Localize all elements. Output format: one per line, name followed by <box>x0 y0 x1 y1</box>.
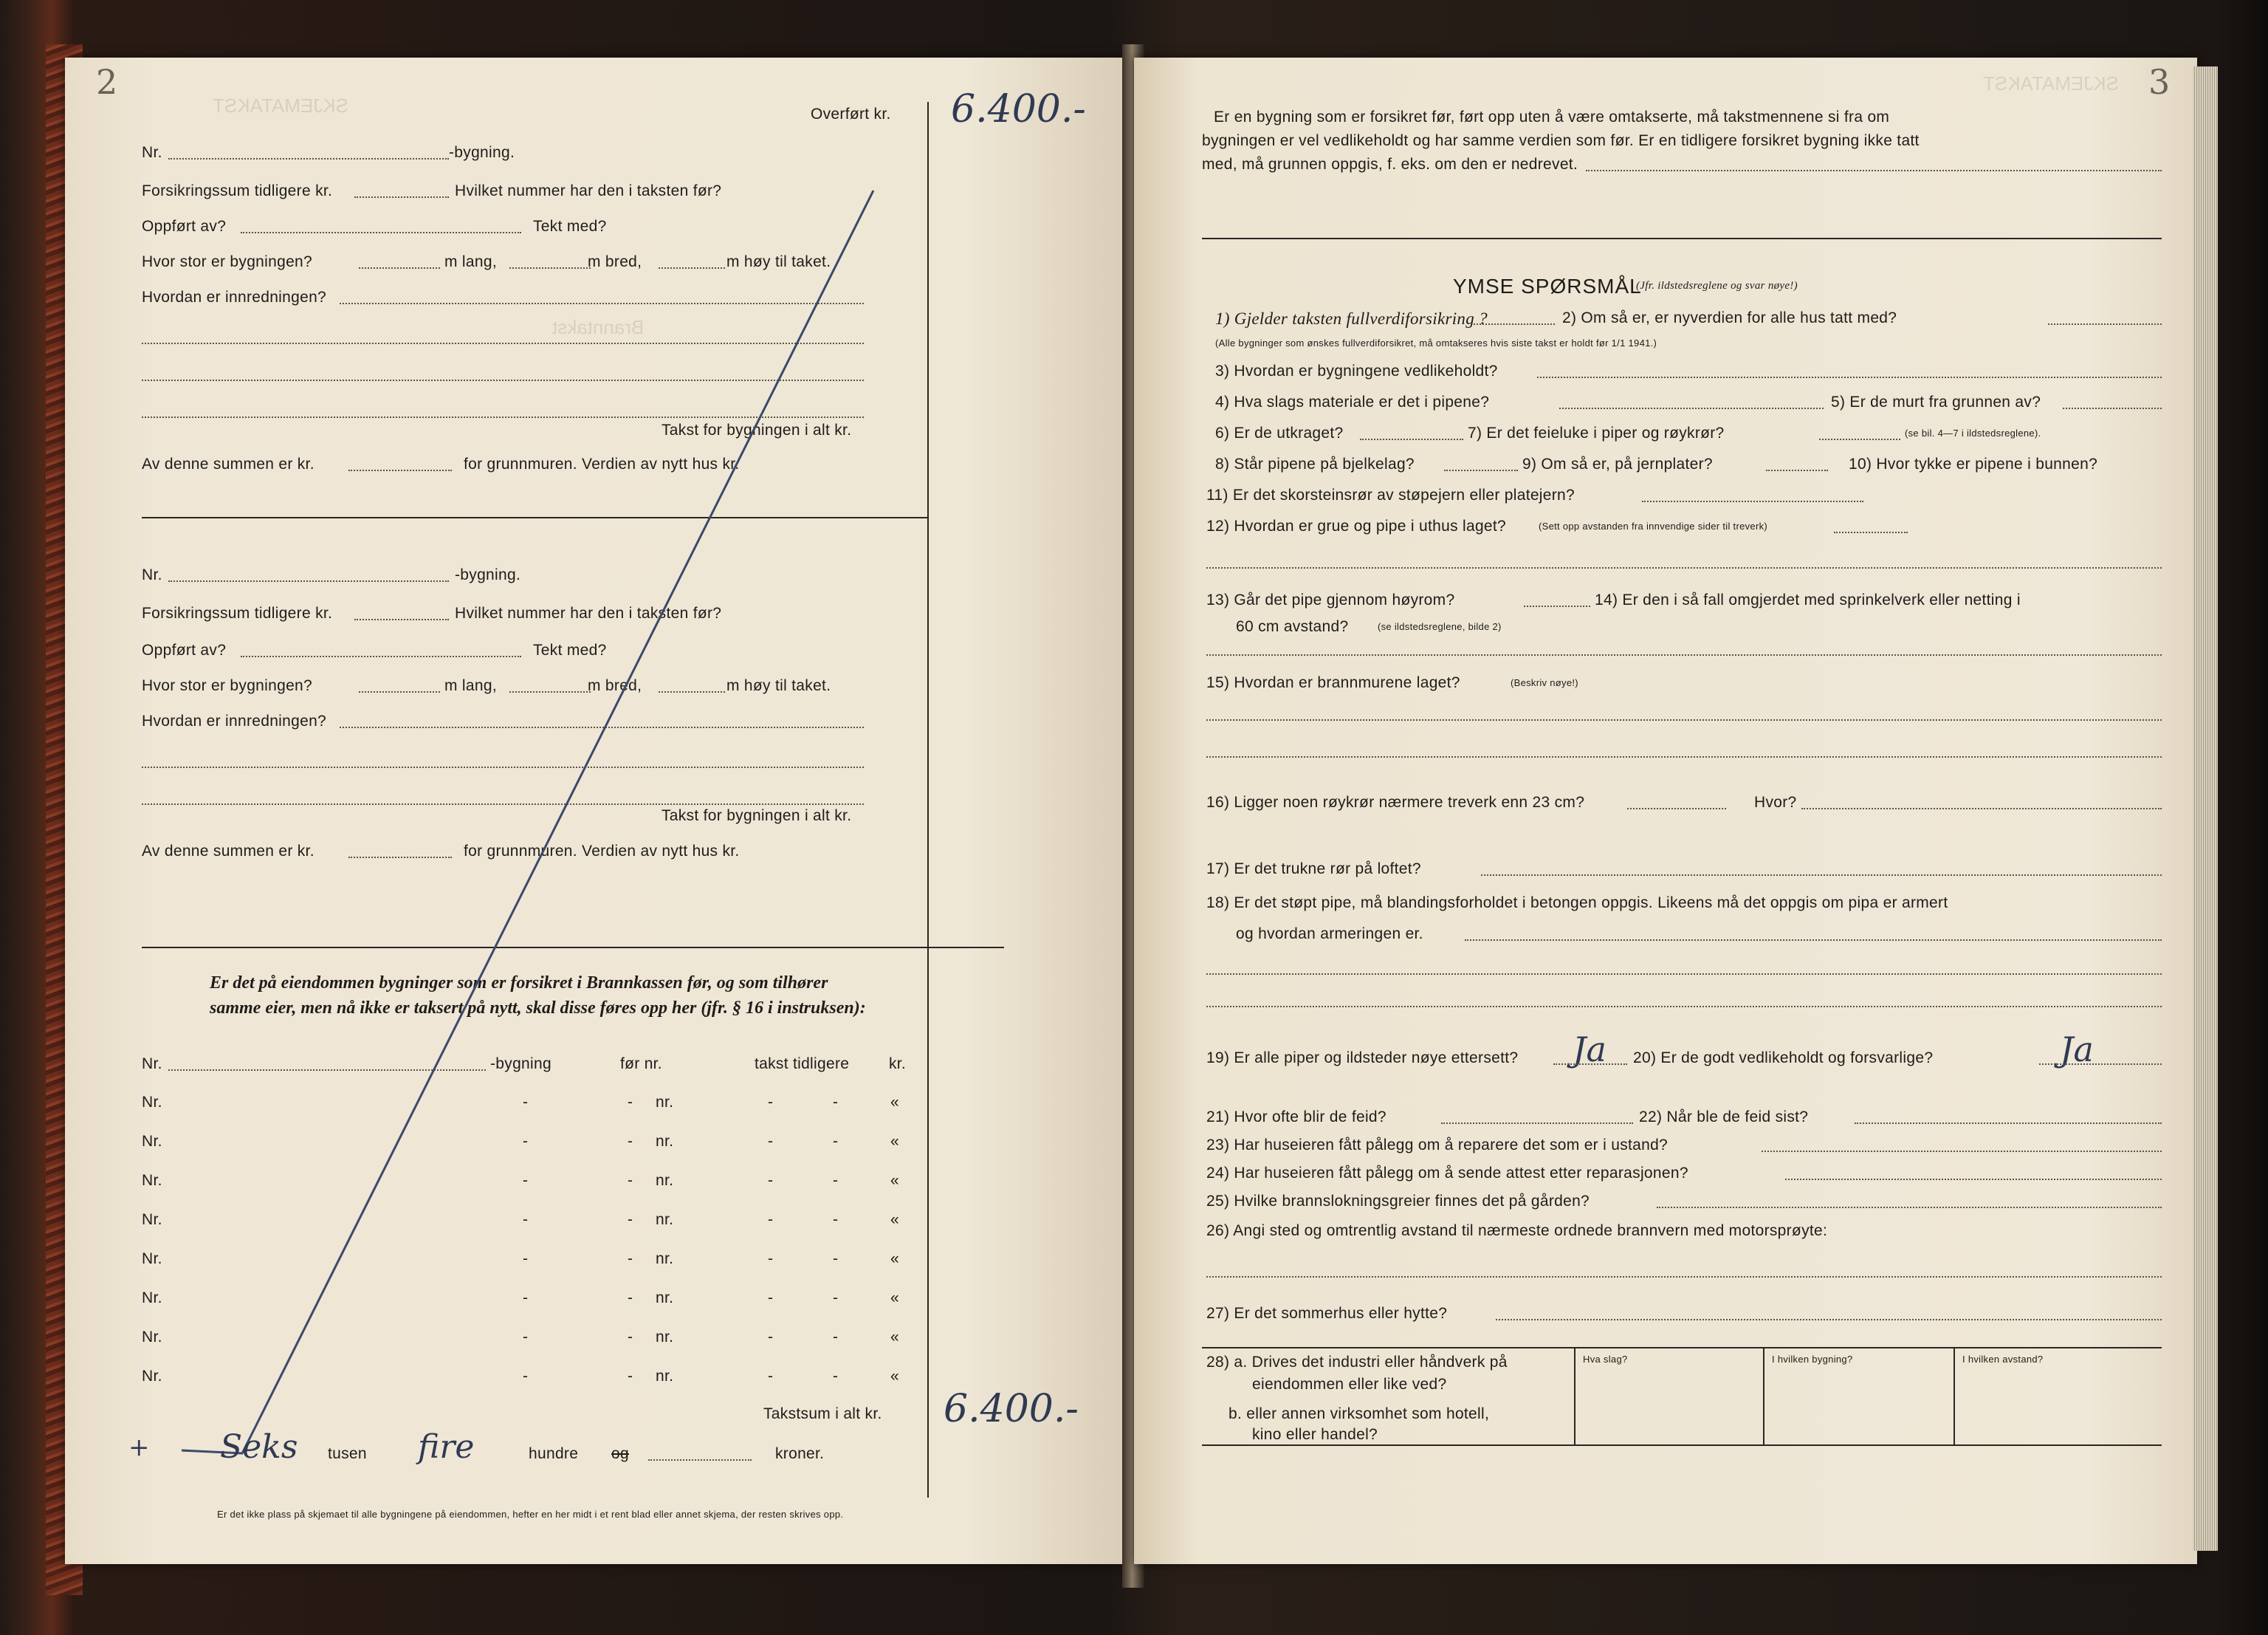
answer-line <box>1360 439 1463 440</box>
question-14-line-2: 60 cm avstand? <box>1236 618 1349 635</box>
answer-line <box>1496 1319 2162 1320</box>
question-18-line-2: og hvordan armeringen er. <box>1236 925 1423 942</box>
nr-label: Nr. <box>142 566 162 583</box>
column-hva-slag: Hva slag? <box>1583 1354 1628 1365</box>
tekt-label: Tekt med? <box>533 218 607 235</box>
answer-line <box>1206 973 2162 975</box>
section-heading-note: (Jfr. ildstedsreglene og svar nøye!) <box>1636 280 1798 292</box>
question-19-answer: Ja <box>1573 1029 1606 1069</box>
question-8: 8) Står pipene på bjelkelag? <box>1215 456 1415 473</box>
table-row-cell: - <box>768 1289 774 1306</box>
question-26: 26) Angi sted og omtrentlig avstand til nærmeste ordnede brannvern med motorsprøyte: <box>1206 1222 1828 1239</box>
intro-line-1: Er en bygning som er forsikret før, ført opp uten å være omtakserte, må takstmennene si fra om <box>1214 109 1890 126</box>
table-row-cell: « <box>890 1250 899 1267</box>
m-bred-label: m bred, <box>588 253 642 270</box>
table-row-cell: - <box>628 1211 633 1228</box>
table-row-cell: - <box>523 1094 529 1111</box>
question-16: 16) Ligger noen røykrør nærmere treverk enn 23 cm? <box>1206 794 1585 811</box>
question-13: 13) Går det pipe gjennom høyrom? <box>1206 592 1455 609</box>
m-hoy-label: m høy til taket. <box>726 677 831 694</box>
table-row-cell: - <box>833 1368 839 1385</box>
answer-line <box>1819 439 1900 440</box>
table-divider <box>1953 1347 1955 1444</box>
answer-line <box>1206 1276 2162 1278</box>
question-6: 6) Er de utkraget? <box>1215 425 1344 442</box>
answer-line <box>1855 1122 2162 1124</box>
question-9: 9) Om så er, på jernplater? <box>1522 456 1713 473</box>
table-row-cell: « <box>890 1368 899 1385</box>
hundre-label: hundre <box>529 1445 579 1462</box>
answer-line <box>1481 874 2162 876</box>
question-14-note: (se ildstedsreglene, bilde 2) <box>1378 621 1502 632</box>
question-28a-line-1: 28) a. Drives det industri eller håndverk på <box>1206 1354 1508 1371</box>
table-divider <box>1574 1347 1575 1444</box>
question-20-answer: Ja <box>2060 1029 2094 1069</box>
question-15-note: (Beskriv nøye!) <box>1511 677 1578 688</box>
table-row-cell: « <box>890 1329 899 1346</box>
answer-line <box>2063 408 2162 409</box>
intro-line-2: bygningen er vel vedlikeholdt og har samme verdien som før. Er en tidligere forsikret bygning ikke tatt <box>1202 132 1920 149</box>
overfort-value: 6.400.- <box>951 87 1086 131</box>
m-bred-label: m bred, <box>588 677 642 694</box>
table-row-cell: - <box>523 1368 529 1385</box>
answer-line <box>1444 470 1518 471</box>
table-row-cell: - <box>523 1133 529 1150</box>
table-row-cell: - <box>768 1368 774 1385</box>
table-row-nr: Nr. <box>142 1211 162 1228</box>
column-hvilken-bygning: I hvilken bygning? <box>1772 1354 1853 1365</box>
table-divider <box>1763 1347 1764 1444</box>
table-header-bygning: -bygning <box>490 1055 551 1072</box>
table-header-nr: Nr. <box>142 1055 162 1072</box>
answer-line <box>1553 1063 1627 1065</box>
page-number: 3 <box>2148 62 2171 102</box>
og-label: og <box>611 1445 629 1462</box>
right-page <box>1134 58 2197 1564</box>
answer-line <box>1524 606 1590 607</box>
hvordan-innredning-label: Hvordan er innredningen? <box>142 289 327 306</box>
table-row-cell: - <box>523 1289 529 1306</box>
question-24: 24) Har huseieren fått pålegg om å sende attest etter reparasjonen? <box>1206 1165 1688 1182</box>
answer-line <box>1206 654 2162 656</box>
question-18: 18) Er det støpt pipe, må blandingsforholdet i betongen oppgis. Likeens må det oppgis om pipa er armert <box>1206 894 1948 911</box>
question-5: 5) Er de murt fra grunnen av? <box>1831 394 2041 411</box>
answer-line <box>1627 808 1726 809</box>
answer-line <box>1801 808 2162 809</box>
table-header-takst: takst tidligere <box>755 1055 850 1072</box>
oppfort-label: Oppført av? <box>142 642 227 659</box>
bleed-through-text: SKJEMATAKST <box>213 95 348 117</box>
footnote: Er det ikke plass på skjemaet til alle bygningene på eiendommen, hefter en her midt i et rent blad eller annet skjema, der resten skrives opp. <box>217 1509 844 1520</box>
question-21: 21) Hvor ofte blir de feid? <box>1206 1108 1386 1125</box>
answer-line <box>1766 470 1828 471</box>
answer-line <box>1834 532 1908 533</box>
av-denne-label: Av denne summen er kr. <box>142 843 315 860</box>
answer-line <box>1657 1207 2162 1208</box>
table-row-cell: - <box>523 1211 529 1228</box>
table-rule <box>1202 1444 2162 1446</box>
bleed-through-text: Branntakst <box>552 316 645 338</box>
strike-through-line <box>124 183 951 1468</box>
answer-line <box>1642 501 1863 502</box>
question-22: 22) Når ble de feid sist? <box>1639 1108 1809 1125</box>
page-edges <box>2193 66 2218 1551</box>
table-row-cell: - <box>628 1368 633 1385</box>
answer-line <box>2048 323 2162 325</box>
m-lang-label: m lang, <box>444 677 497 694</box>
question-17: 17) Er det trukne rør på loftet? <box>1206 860 1421 877</box>
table-row-nr: Nr. <box>142 1250 162 1267</box>
answer-line <box>1206 756 2162 758</box>
bygning-label: -bygning. <box>455 566 521 583</box>
table-row-cell: - <box>768 1329 774 1346</box>
question-3: 3) Hvordan er bygningene vedlikeholdt? <box>1215 363 1498 380</box>
table-row-cell: - <box>833 1172 839 1189</box>
answer-line <box>1785 1179 2162 1180</box>
hvilket-nummer-label: Hvilket nummer har den i taksten før? <box>455 605 722 622</box>
answer-line <box>1206 719 2162 721</box>
question-1-text: 1) Gjelder taksten fullverdiforsikring ? <box>1215 309 1488 328</box>
table-row-cell: « <box>890 1094 899 1111</box>
question-10: 10) Hvor tykke er pipene i bunnen? <box>1849 456 2098 473</box>
question-28a-line-2: eiendommen eller like ved? <box>1252 1376 1447 1393</box>
table-row-cell: « <box>890 1289 899 1306</box>
question-16-hvor: Hvor? <box>1754 794 1797 811</box>
table-row-cell: - <box>523 1329 529 1346</box>
question-4: 4) Hva slags materiale er det i pipene? <box>1215 394 1490 411</box>
amount-words-fire: fire <box>418 1428 475 1466</box>
table-row-cell: nr. <box>656 1329 674 1346</box>
nr-label: Nr. <box>142 144 162 161</box>
table-row-cell: - <box>628 1250 633 1267</box>
table-row-cell: nr. <box>656 1368 674 1385</box>
table-row-cell: - <box>768 1172 774 1189</box>
kroner-label: kroner. <box>775 1445 825 1462</box>
left-page <box>65 58 1128 1564</box>
table-row-nr: Nr. <box>142 1289 162 1306</box>
question-27: 27) Er det sommerhus eller hytte? <box>1206 1305 1448 1322</box>
hvilket-nummer-label: Hvilket nummer har den i taksten før? <box>455 182 722 199</box>
answer-line <box>1206 567 2162 569</box>
takst-for-label: Takst for bygningen i alt kr. <box>662 422 852 439</box>
table-row-cell: - <box>523 1250 529 1267</box>
table-row-cell: - <box>523 1172 529 1189</box>
for-grunnmuren-label: for grunnmuren. Verdien av nytt hus kr. <box>464 456 740 473</box>
question-15: 15) Hvordan er brannmurene laget? <box>1206 674 1460 691</box>
answer-line <box>2039 1063 2162 1065</box>
table-row-nr: Nr. <box>142 1172 162 1189</box>
overfort-label: Overført kr. <box>811 106 891 123</box>
question-1 <box>1215 310 1488 327</box>
tusen-label: tusen <box>328 1445 367 1462</box>
fill-line <box>168 158 449 160</box>
table-row-nr: Nr. <box>142 1368 162 1385</box>
m-hoy-label: m høy til taket. <box>726 253 831 270</box>
question-7-note: (se bil. 4—7 i ildstedsreglene). <box>1905 428 2041 439</box>
question-23: 23) Har huseieren fått pålegg om å reparere det som er i ustand? <box>1206 1137 1669 1154</box>
question-20: 20) Er de godt vedlikeholdt og forsvarlige? <box>1633 1049 1934 1066</box>
fill-line <box>648 1459 752 1461</box>
bygning-label: -bygning. <box>449 144 515 161</box>
m-lang-label: m lang, <box>444 253 497 270</box>
table-row-cell: nr. <box>656 1211 674 1228</box>
oppfort-label: Oppført av? <box>142 218 227 235</box>
table-row-cell: nr. <box>656 1094 674 1111</box>
question-28b-line-1: b. eller annen virksomhet som hotell, <box>1228 1405 1490 1422</box>
table-row-cell: « <box>890 1172 899 1189</box>
answer-line <box>1206 1006 2162 1007</box>
table-row-nr: Nr. <box>142 1133 162 1150</box>
table-row-cell: - <box>833 1133 839 1150</box>
forsikringssum-label: Forsikringssum tidligere kr. <box>142 605 333 622</box>
fill-line <box>1586 170 2162 171</box>
bleed-through-text: SKJEMATAKST <box>1983 72 2119 95</box>
forsikringssum-label: Forsikringssum tidligere kr. <box>142 182 333 199</box>
table-row-cell: nr. <box>656 1133 674 1150</box>
answer-line <box>1465 939 2162 941</box>
tekt-label: Tekt med? <box>533 642 607 659</box>
question-11: 11) Er det skorsteinsrør av støpejern eller platejern? <box>1206 487 1575 504</box>
table-rule <box>1202 1347 2162 1348</box>
hvor-stor-label: Hvor stor er bygningen? <box>142 253 313 270</box>
question-25: 25) Hvilke brannslokningsgreier finnes det på gården? <box>1206 1193 1590 1210</box>
hvor-stor-label: Hvor stor er bygningen? <box>142 677 313 694</box>
page-number: 2 <box>96 62 118 102</box>
for-grunnmuren-label: for grunnmuren. Verdien av nytt hus kr. <box>464 843 740 860</box>
table-row-cell: - <box>628 1094 633 1111</box>
takst-for-label: Takst for bygningen i alt kr. <box>662 807 852 824</box>
table-row-cell: - <box>833 1289 839 1306</box>
takstsum-value: 6.400.- <box>944 1387 1079 1431</box>
question-19: 19) Er alle piper og ildsteder nøye ettersett? <box>1206 1049 1519 1066</box>
table-row-nr: Nr. <box>142 1094 162 1111</box>
table-row-cell: - <box>628 1289 633 1306</box>
question-28b-line-2: kino eller handel? <box>1252 1426 1378 1443</box>
table-row-cell: - <box>768 1094 774 1111</box>
table-row-cell: - <box>768 1133 774 1150</box>
table-row-cell: - <box>768 1211 774 1228</box>
answer-line <box>1441 1122 1633 1124</box>
table-row-cell: - <box>833 1094 839 1111</box>
table-row-cell: « <box>890 1211 899 1228</box>
av-denne-label: Av denne summen er kr. <box>142 456 315 473</box>
column-hvilken-avstand: I hvilken avstand? <box>1962 1354 2044 1365</box>
amount-words-seks: Seks <box>220 1428 298 1466</box>
older-buildings-intro: Er det på eiendommen bygninger som er forsikret i Brannkassen før, og som tilhører samme eier, men nå ikke er taksert på nytt, skal disse føres opp her (jfr. § 16 i instruksen): <box>210 973 866 1018</box>
table-row-cell: nr. <box>656 1172 674 1189</box>
question-7: 7) Er det feieluke i piper og røykrør? <box>1468 425 1725 442</box>
section-heading: YMSE SPØRSMÅL <box>1453 275 1642 298</box>
table-row-cell: - <box>768 1250 774 1267</box>
question-14: 14) Er den i så fall omgjerdet med sprinkelverk eller netting i <box>1595 592 2021 609</box>
table-row-cell: - <box>833 1211 839 1228</box>
takstsum-label: Takstsum i alt kr. <box>763 1405 882 1422</box>
section-rule <box>1202 238 2162 239</box>
question-12-note: (Sett opp avstanden fra innvendige sider til treverk) <box>1539 521 1767 532</box>
table-row-cell: - <box>833 1329 839 1346</box>
hvordan-innredning-label: Hvordan er innredningen? <box>142 713 327 730</box>
margin-mark: + <box>128 1433 150 1462</box>
table-row-cell: - <box>628 1133 633 1150</box>
table-header-kr: kr. <box>889 1055 907 1072</box>
answer-line <box>1559 408 1824 409</box>
answer-line <box>1537 377 2162 378</box>
question-12: 12) Hvordan er grue og pipe i uthus laget? <box>1206 518 1507 535</box>
answer-line <box>1762 1151 2162 1152</box>
table-row-nr: Nr. <box>142 1329 162 1346</box>
question-2: 2) Om så er, er nyverdien for alle hus tatt med? <box>1562 309 1897 326</box>
table-row-cell: nr. <box>656 1250 674 1267</box>
intro-line-3: med, må grunnen oppgis, f. eks. om den er nedrevet. <box>1202 156 1578 173</box>
table-row-cell: « <box>890 1133 899 1150</box>
question-1-note: (Alle bygninger som ønskes fullverdiforsikret, må omtakseres hvis siste takst er holdt før 1/1 1941.) <box>1215 337 1657 349</box>
table-row-cell: - <box>628 1329 633 1346</box>
table-row-cell: - <box>833 1250 839 1267</box>
table-row-cell: nr. <box>656 1289 674 1306</box>
table-row-cell: - <box>628 1172 633 1189</box>
answer-line <box>1474 323 1555 325</box>
table-header-for-nr: før nr. <box>620 1055 662 1072</box>
